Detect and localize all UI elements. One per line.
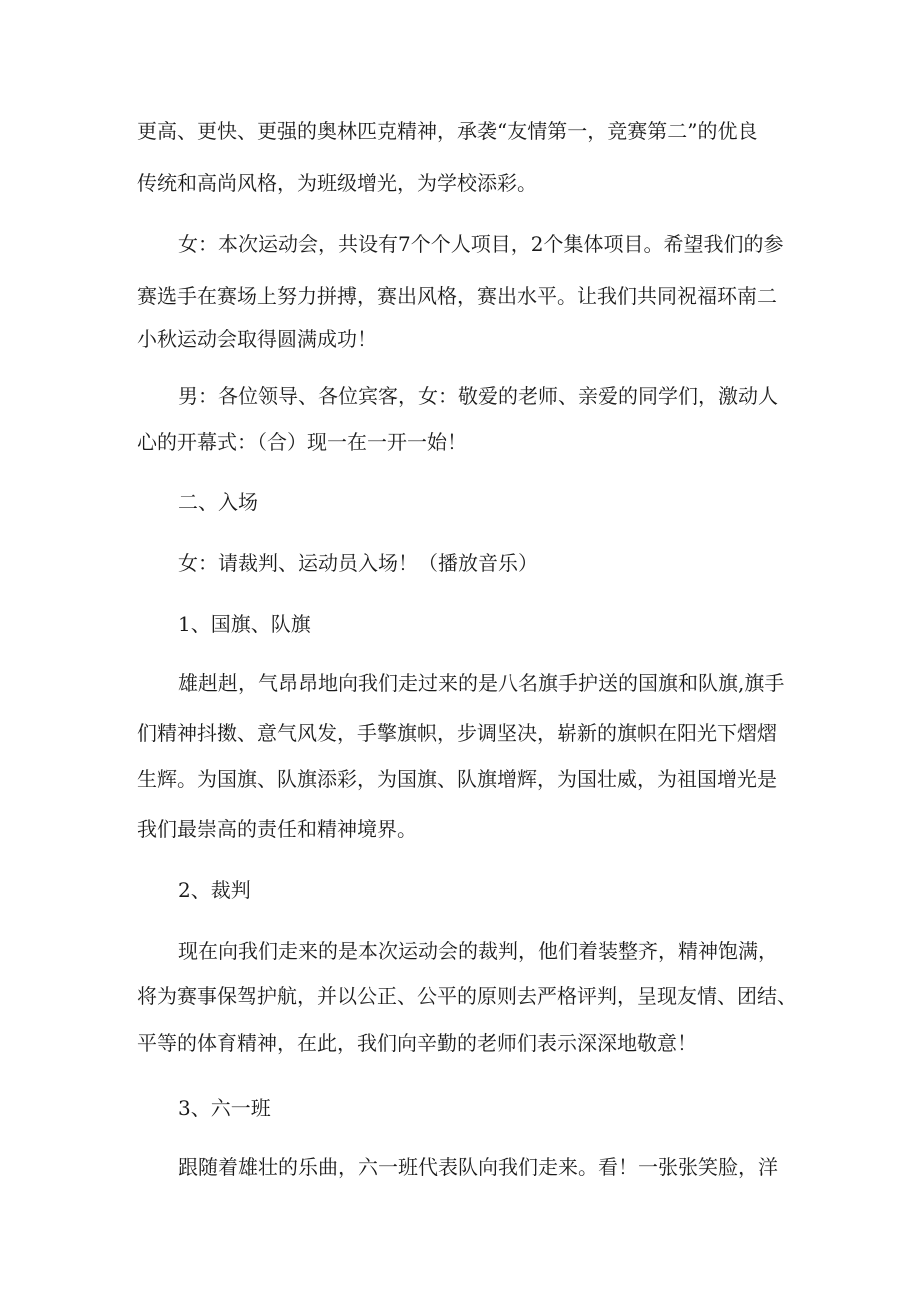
text-line: 平等的体育精神，在此，我们向辛勤的老师们表示深深地敬意！ bbox=[137, 1031, 697, 1055]
text-line: 女：本次运动会，共设有7个个人项目，2个集体项目。希望我们的参 bbox=[178, 232, 784, 256]
text-line: 男：各位领导、各位宾客，女：敬爱的老师、亲爱的同学们，激动人 bbox=[178, 384, 778, 408]
text-line: 小秋运动会取得圆满成功！ bbox=[137, 327, 377, 351]
section-heading: 二、入场 bbox=[178, 490, 258, 514]
subsection-heading: 2、裁判 bbox=[178, 878, 251, 902]
text-line: 跟随着雄壮的乐曲，六一班代表队向我们走来。看！一张张笑脸，洋 bbox=[178, 1155, 778, 1179]
text-line: 女：请裁判、运动员入场！（播放音乐） bbox=[178, 551, 538, 575]
text-line: 生辉。为国旗、队旗添彩，为国旗、队旗增辉，为国壮威，为祖国增光是 bbox=[137, 767, 777, 791]
text-line: 们精神抖擞、意气风发，手擎旗帜，步调坚决，崭新的旗帜在阳光下熠熠 bbox=[137, 721, 777, 745]
subsection-heading: 3、六一班 bbox=[178, 1096, 271, 1120]
text-line: 更高、更快、更强的奥林匹克精神，承袭“友情第一，竞赛第二”的优良 bbox=[137, 119, 758, 143]
text-line: 雄赳赳，气昂昂地向我们走过来的是八名旗手护送的国旗和队旗,旗手 bbox=[178, 671, 785, 695]
text-line: 心的开幕式：（合）现一在一开一始！ bbox=[137, 430, 467, 454]
text-line: 我们最崇高的责任和精神境界。 bbox=[137, 817, 417, 841]
text-line: 现在向我们走来的是本次运动会的裁判，他们着装整齐，精神饱满， bbox=[178, 939, 778, 963]
subsection-heading: 1、国旗、队旗 bbox=[178, 612, 311, 636]
text-line: 传统和高尚风格，为班级增光，为学校添彩。 bbox=[137, 171, 537, 195]
text-line: 赛选手在赛场上努力拼搏，赛出风格，赛出水平。让我们共同祝福环南二 bbox=[137, 284, 777, 308]
text-line: 将为赛事保驾护航，并以公正、公平的原则去严格评判，呈现友情、团结、 bbox=[137, 984, 797, 1008]
